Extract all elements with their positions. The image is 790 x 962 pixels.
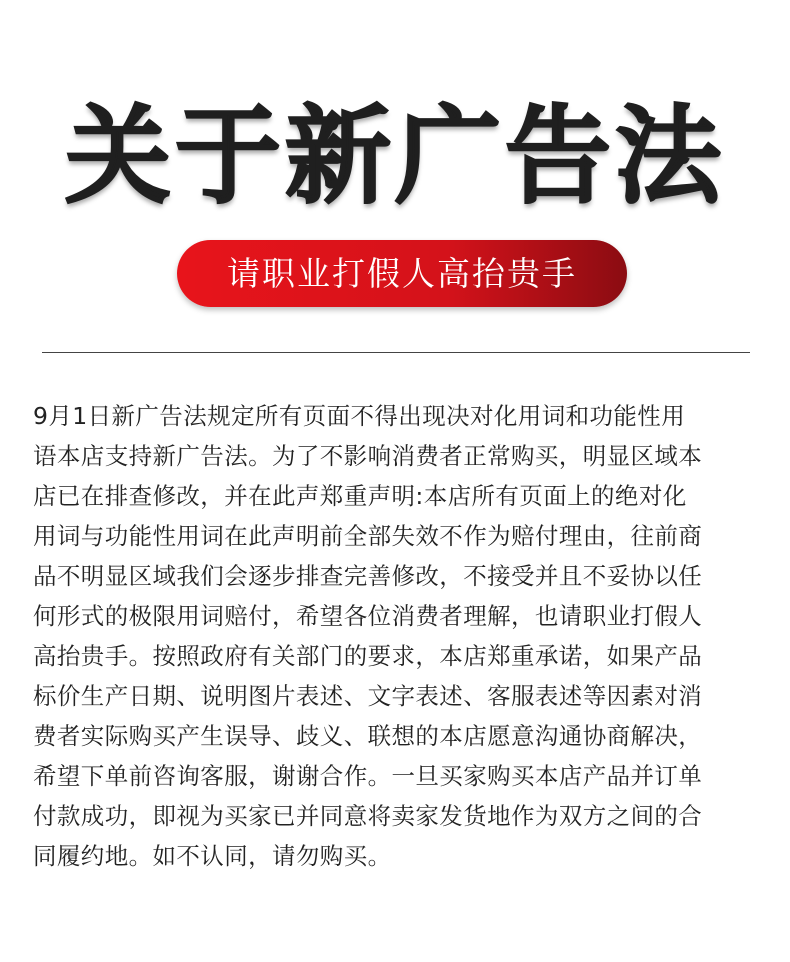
page-title: 关于新广告法 xyxy=(65,95,725,218)
statement-paragraph: 9月1日新广告法规定所有页面不得出现决对化用词和功能性用 语本店支持新广告法。为了不影响消费者正常购买，明显区域本 店已在排查修改，并在此声郑重声明:本店所有页面上的绝对化 用词与功能性用词在此声明前全部失效不作为赔付理由，往前商 品不明显区域我们会逐步排查完善修改，不接受并且不妥协以任 何形式的极限用词赔付，希望各位消费者理解，也请职业打假人 高抬贵手。按照政府有关部门的要求，本店郑重承诺，如果产品 标价生产日期、说明图片表述、文字表述、客服表述等因素对消 费者实际购买产生误导、歧义、联想的本店愿意沟通协商解决， 希望下单前咨询客服，谢谢合作。一旦买家购买本店产品并订单 付款成功，即视为买家已并同意将卖家发货地作为双方之间的合 同履约地。如不认同，请勿购买。 xyxy=(33,402,703,870)
subtitle-banner xyxy=(177,240,627,307)
subtitle-text: 请职业打假人高抬贵手 xyxy=(227,254,577,293)
divider xyxy=(42,352,750,353)
